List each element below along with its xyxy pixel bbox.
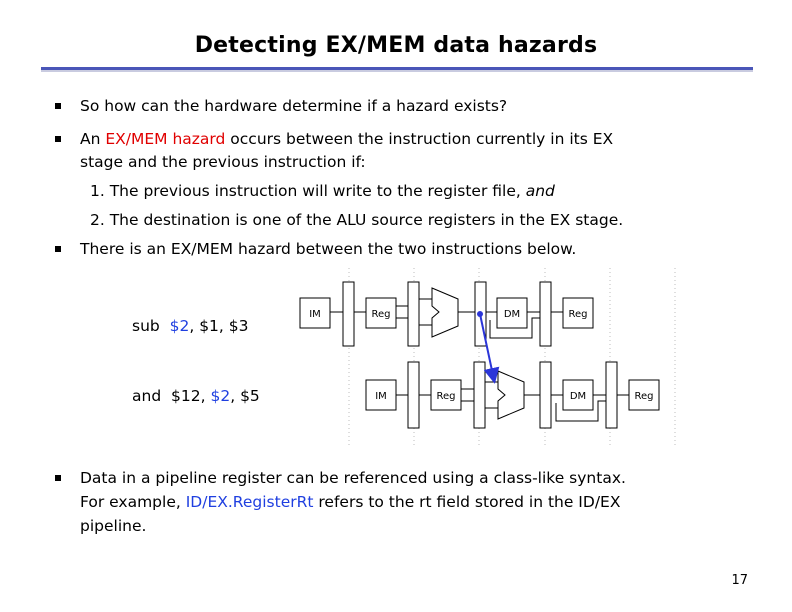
sub-dest-register: $2 bbox=[169, 317, 190, 335]
mem-wb-register bbox=[606, 362, 617, 428]
cycle-guides bbox=[349, 268, 675, 448]
and-dest-operand: $12, bbox=[171, 387, 211, 405]
alu-shape bbox=[432, 288, 458, 337]
bullet-4-line-1: Data in a pipeline register can be referenced using a class-like syntax. bbox=[80, 469, 626, 487]
if-id-register bbox=[343, 282, 354, 346]
if-id-register bbox=[408, 362, 419, 428]
ex-mem-register bbox=[540, 362, 551, 428]
mem-wb-register bbox=[540, 282, 551, 346]
and-opcode: and bbox=[132, 387, 162, 405]
bullet-3-text: There is an EX/MEM hazard between the two instructions below. bbox=[80, 240, 577, 258]
ex-mem-hazard-term: EX/MEM hazard bbox=[105, 130, 226, 148]
id-ex-register bbox=[474, 362, 485, 428]
bullet-2-text-post: occurs between the instruction currently in its EX bbox=[225, 130, 614, 148]
bullet-4-line-3: pipeline. bbox=[80, 517, 147, 535]
condition-item-1-and: and bbox=[525, 182, 555, 200]
bullet-marker bbox=[55, 475, 61, 481]
bullet-4-line-2 bbox=[80, 492, 620, 512]
bullet-4-text-post: refers to the rt field stored in the ID/EX bbox=[313, 493, 621, 511]
reg-label: Reg bbox=[371, 309, 391, 320]
alu-shape bbox=[498, 371, 524, 419]
reg-label: Reg bbox=[634, 391, 654, 402]
condition-item-1-text: 1. The previous instruction will write to the register file, bbox=[90, 182, 526, 200]
bullet-2-text-pre: An bbox=[80, 130, 106, 148]
slide-title: Detecting EX/MEM data hazards bbox=[194, 33, 598, 58]
and-source-register: $2 bbox=[210, 387, 231, 405]
im-label: IM bbox=[309, 309, 321, 320]
id-ex-register bbox=[408, 282, 419, 346]
and-operands: , $5 bbox=[230, 387, 260, 405]
bullet-1-text: So how can the hardware determine if a hazard exists? bbox=[80, 97, 508, 115]
im-label: IM bbox=[375, 391, 387, 402]
sub-operands: , $1, $3 bbox=[189, 317, 249, 335]
bullet-4-text-pre: For example, bbox=[80, 493, 186, 511]
page-number: 17 bbox=[731, 573, 748, 588]
dm-label: DM bbox=[569, 391, 587, 402]
pipeline-row-sub bbox=[300, 282, 593, 346]
reg-label: Reg bbox=[436, 391, 456, 402]
reg-label: Reg bbox=[568, 309, 588, 320]
bullet-2-line-2: stage and the previous instruction if: bbox=[80, 153, 366, 171]
pipeline-row-and bbox=[366, 362, 659, 428]
register-rt-term: ID/EX.RegisterRt bbox=[185, 493, 314, 511]
dm-label: DM bbox=[503, 309, 521, 320]
sub-opcode: sub bbox=[132, 317, 160, 335]
condition-item-2: 2. The destination is one of the ALU source registers in the EX stage. bbox=[90, 211, 624, 229]
